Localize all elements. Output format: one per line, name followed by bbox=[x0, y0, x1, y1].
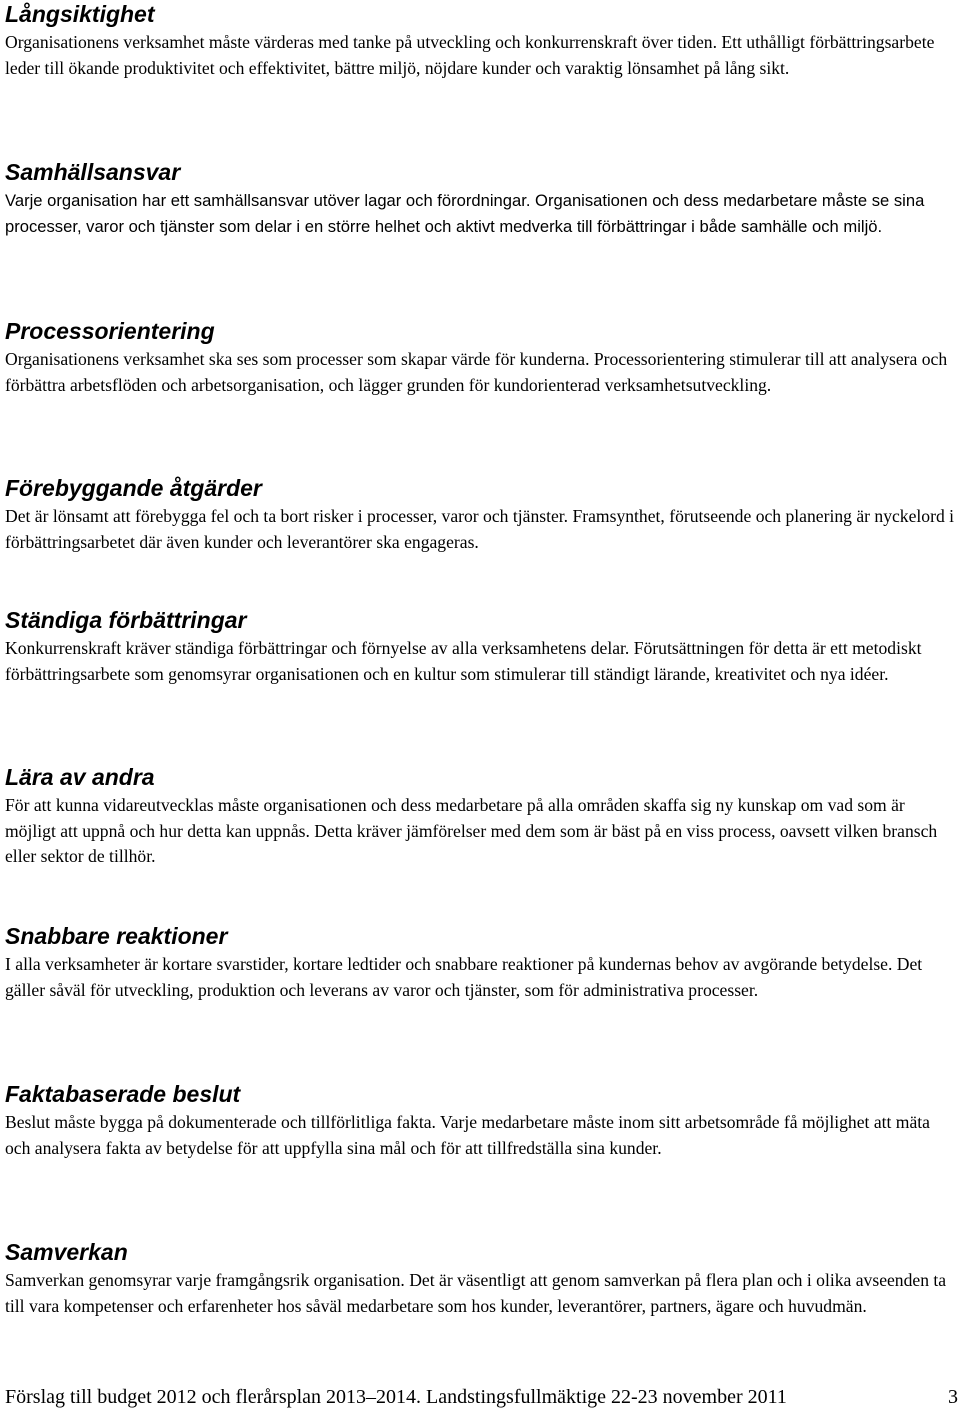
section-heading: Samverkan bbox=[5, 1239, 128, 1265]
section-standiga-forbattringar bbox=[5, 606, 955, 687]
section-langsiktighet bbox=[5, 0, 955, 81]
section-text: I alla verksamheter är kortare svarstider, kortare ledtider och snabbare reaktioner på kundernas behov av avgörande betydelse. Det gäller såväl för utveckling, produktion och leverans av varor och tjänster, som för administrativa processer. bbox=[5, 954, 923, 1000]
section-text: Organisationens verksamhet måste värderas med tanke på utveckling och konkurrenskraft över tiden. Ett uthålligt förbättringsarbete leder till ökande produktivitet och effektivitet, bättre miljö, nöjdare kunder och varaktig lönsamhet på lång sikt. bbox=[5, 32, 935, 78]
section-heading: Snabbare reaktioner bbox=[5, 923, 228, 949]
section-text: Konkurrenskraft kräver ständiga förbättringar och förnyelse av alla verksamhetens delar. Förutsättningen för detta är ett metodiskt förbättringsarbete som genomsyrar organisationen och en kultur som stimulerar till ständigt lärande, kreativitet och nya idéer. bbox=[5, 638, 922, 684]
section-heading: Lära av andra bbox=[5, 764, 155, 790]
section-heading: Faktabaserade beslut bbox=[5, 1081, 241, 1107]
section-samhallsansvar bbox=[5, 158, 955, 239]
section-heading: Långsiktighet bbox=[5, 1, 155, 27]
section-text: Beslut måste bygga på dokumenterade och tillförlitliga fakta. Varje medarbetare måste inom sitt arbetsområde få möjlighet att mäta och analysera fakta av betydelse för att uppfylla sina mål och för att tillfredställa sina kunder. bbox=[5, 1112, 930, 1158]
section-forebyggande-atgarder bbox=[5, 474, 955, 555]
section-samverkan bbox=[5, 1238, 955, 1319]
section-text: Samverkan genomsyrar varje framgångsrik organisation. Det är väsentligt att genom samverkan på flera plan och i olika avseenden ta till vara kompetenser och erfarenheter hos såväl medarbetare som hos kunder, leverantörer, partners, ägare och huvudmän. bbox=[5, 1270, 947, 1316]
section-processorientering bbox=[5, 317, 955, 398]
footer-text: Förslag till budget 2012 och flerårsplan 2013–2014. Landstingsfullmäktige 22-23 november 2011 bbox=[5, 1386, 787, 1408]
section-text: Organisationens verksamhet ska ses som processer som skapar värde för kunderna. Processorientering stimulerar till att analysera och förbättra arbetsflöden och arbetsorganisation, och lägger grunden för kundorienterad verksamhetsutveckling. bbox=[5, 349, 948, 395]
section-text: Varje organisation har ett samhällsansvar utöver lagar och förordningar. Organisationen och dess medarbetare måste se sina processer, varor och tjänster som delar i en större helhet och aktivt medverka till förbättringar i både samhälle och miljö. bbox=[5, 191, 925, 236]
section-lara-av-andra bbox=[5, 763, 955, 870]
page-number: 3 bbox=[948, 1386, 958, 1408]
section-heading: Förebyggande åtgärder bbox=[5, 475, 262, 501]
section-text: För att kunna vidareutvecklas måste organisationen och dess medarbetare på alla områden skaffa sig ny kunskap om vad som är möjligt att uppnå och hur detta kan uppnås. Detta kräver jämförelser med dem som är bäst på en viss process, oavsett vilken bransch eller sektor de tillhör. bbox=[5, 795, 938, 866]
section-heading: Processorientering bbox=[5, 318, 215, 344]
section-heading: Ständiga förbättringar bbox=[5, 607, 247, 633]
page-footer bbox=[5, 1384, 960, 1410]
section-faktabaserade-beslut bbox=[5, 1080, 955, 1161]
section-text: Det är lönsamt att förebygga fel och ta bort risker i processer, varor och tjänster. Framsynthet, förutseende och planering är nyckelord i förbättringsarbetet där även kunder och leverantörer ska engageras. bbox=[5, 506, 955, 552]
section-snabbare-reaktioner bbox=[5, 922, 955, 1003]
section-heading: Samhällsansvar bbox=[5, 159, 181, 185]
